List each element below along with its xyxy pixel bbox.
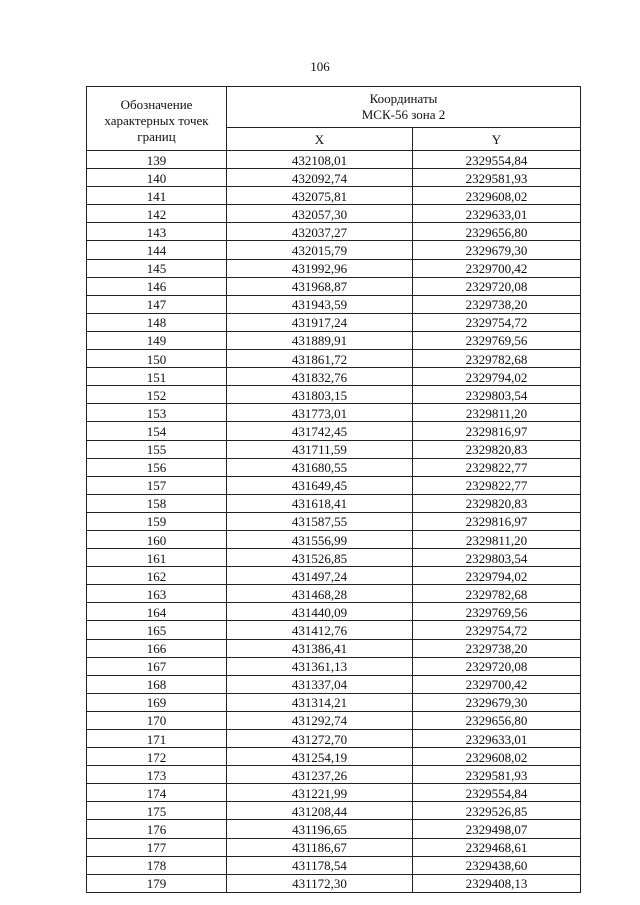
table-row (87, 169, 581, 187)
x-coordinate-cell: 431337,04 (227, 675, 413, 693)
table-row (87, 368, 581, 386)
table-row (87, 675, 581, 693)
y-coordinate-cell: 2329794,02 (413, 567, 581, 585)
point-cell: 148 (87, 313, 227, 331)
x-coordinate-cell: 432057,30 (227, 205, 413, 223)
y-coordinate-cell: 2329738,20 (413, 639, 581, 657)
table-row (87, 494, 581, 512)
x-coordinate-cell: 431172,30 (227, 874, 413, 892)
y-coordinate-cell: 2329769,56 (413, 603, 581, 621)
table-row (87, 350, 581, 368)
table-row (87, 476, 581, 494)
point-cell: 141 (87, 187, 227, 205)
y-coordinate-cell: 2329633,01 (413, 205, 581, 223)
y-coordinate-cell: 2329408,13 (413, 874, 581, 892)
x-coordinate-cell: 431412,76 (227, 621, 413, 639)
table-row (87, 386, 581, 404)
y-coordinate-cell: 2329554,84 (413, 151, 581, 169)
point-cell: 140 (87, 169, 227, 187)
x-coordinate-cell: 431386,41 (227, 639, 413, 657)
y-coordinate-cell: 2329633,01 (413, 730, 581, 748)
y-coordinate-cell: 2329581,93 (413, 766, 581, 784)
table-row (87, 585, 581, 603)
x-coordinate-cell: 431254,19 (227, 748, 413, 766)
point-cell: 179 (87, 874, 227, 892)
y-coordinate-cell: 2329581,93 (413, 169, 581, 187)
y-coordinate-cell: 2329656,80 (413, 223, 581, 241)
table-row (87, 259, 581, 277)
table-row (87, 874, 581, 892)
coordinates-title: Координаты (369, 91, 438, 107)
y-coordinate-cell: 2329816,97 (413, 512, 581, 530)
point-cell: 167 (87, 657, 227, 675)
y-coordinate-cell: 2329608,02 (413, 187, 581, 205)
table-row (87, 802, 581, 820)
point-cell: 139 (87, 151, 227, 169)
point-cell: 168 (87, 675, 227, 693)
x-coordinate-cell: 431237,26 (227, 766, 413, 784)
y-coordinate-cell: 2329720,08 (413, 277, 581, 295)
x-coordinate-cell: 431943,59 (227, 295, 413, 313)
point-cell: 162 (87, 567, 227, 585)
coordinates-column-header (227, 87, 581, 128)
point-cell: 175 (87, 802, 227, 820)
y-coordinate-cell: 2329526,85 (413, 802, 581, 820)
x-coordinate-cell: 431314,21 (227, 693, 413, 711)
x-coordinate-cell: 432015,79 (227, 241, 413, 259)
point-cell: 145 (87, 259, 227, 277)
point-cell: 165 (87, 621, 227, 639)
x-column-header: X (227, 128, 413, 151)
point-cell: 176 (87, 820, 227, 838)
point-cell: 158 (87, 494, 227, 512)
y-coordinate-cell: 2329754,72 (413, 621, 581, 639)
x-coordinate-cell: 431272,70 (227, 730, 413, 748)
table-row (87, 657, 581, 675)
x-coordinate-cell: 431773,01 (227, 404, 413, 422)
point-column-header: Обозначение характерных точек границ (87, 87, 227, 151)
table-row (87, 784, 581, 802)
point-cell: 155 (87, 440, 227, 458)
table-row (87, 856, 581, 874)
x-coordinate-cell: 431440,09 (227, 603, 413, 621)
table-row (87, 440, 581, 458)
point-cell: 172 (87, 748, 227, 766)
point-cell: 174 (87, 784, 227, 802)
table-row (87, 730, 581, 748)
table-row (87, 530, 581, 548)
point-cell: 160 (87, 530, 227, 548)
y-coordinate-cell: 2329498,07 (413, 820, 581, 838)
table-body (87, 151, 581, 893)
x-coordinate-cell: 431618,41 (227, 494, 413, 512)
table-row (87, 223, 581, 241)
point-cell: 169 (87, 693, 227, 711)
y-coordinate-cell: 2329554,84 (413, 784, 581, 802)
point-cell: 154 (87, 422, 227, 440)
table-row (87, 693, 581, 711)
page-number: 106 (310, 59, 330, 74)
y-coordinate-cell: 2329769,56 (413, 331, 581, 349)
point-cell: 173 (87, 766, 227, 784)
table-row (87, 151, 581, 169)
table-row (87, 639, 581, 657)
table-row (87, 404, 581, 422)
y-coordinate-cell: 2329820,83 (413, 494, 581, 512)
table-row (87, 187, 581, 205)
point-cell: 143 (87, 223, 227, 241)
table-row (87, 205, 581, 223)
table-row (87, 277, 581, 295)
y-coordinate-cell: 2329811,20 (413, 404, 581, 422)
x-coordinate-cell: 431186,67 (227, 838, 413, 856)
x-coordinate-cell: 431711,59 (227, 440, 413, 458)
x-coordinate-cell: 431196,65 (227, 820, 413, 838)
table-row (87, 748, 581, 766)
table-row (87, 711, 581, 729)
y-coordinate-cell: 2329754,72 (413, 313, 581, 331)
point-cell: 149 (87, 331, 227, 349)
y-column-header: Y (413, 128, 581, 151)
point-cell: 151 (87, 368, 227, 386)
point-cell: 147 (87, 295, 227, 313)
point-cell: 178 (87, 856, 227, 874)
x-coordinate-cell: 431803,15 (227, 386, 413, 404)
x-coordinate-cell: 431292,74 (227, 711, 413, 729)
x-coordinate-cell: 431680,55 (227, 458, 413, 476)
y-coordinate-cell: 2329816,97 (413, 422, 581, 440)
table-row (87, 295, 581, 313)
y-coordinate-cell: 2329468,61 (413, 838, 581, 856)
table-row (87, 838, 581, 856)
point-cell: 177 (87, 838, 227, 856)
point-cell: 166 (87, 639, 227, 657)
x-coordinate-cell: 431497,24 (227, 567, 413, 585)
y-coordinate-cell: 2329803,54 (413, 386, 581, 404)
point-cell: 157 (87, 476, 227, 494)
y-coordinate-cell: 2329738,20 (413, 295, 581, 313)
x-coordinate-cell: 431649,45 (227, 476, 413, 494)
x-coordinate-cell: 431178,54 (227, 856, 413, 874)
x-coordinate-cell: 431526,85 (227, 549, 413, 567)
table-row (87, 621, 581, 639)
y-coordinate-cell: 2329700,42 (413, 259, 581, 277)
table-row (87, 820, 581, 838)
point-cell: 156 (87, 458, 227, 476)
y-coordinate-cell: 2329438,60 (413, 856, 581, 874)
x-coordinate-cell: 431889,91 (227, 331, 413, 349)
y-coordinate-cell: 2329656,80 (413, 711, 581, 729)
table-row (87, 567, 581, 585)
point-cell: 159 (87, 512, 227, 530)
y-coordinate-cell: 2329820,83 (413, 440, 581, 458)
table-row (87, 766, 581, 784)
table-row (87, 313, 581, 331)
y-coordinate-cell: 2329679,30 (413, 241, 581, 259)
x-coordinate-cell: 431968,87 (227, 277, 413, 295)
x-coordinate-cell: 431208,44 (227, 802, 413, 820)
y-coordinate-cell: 2329608,02 (413, 748, 581, 766)
x-coordinate-cell: 431742,45 (227, 422, 413, 440)
coordinates-table (86, 86, 581, 893)
point-cell: 150 (87, 350, 227, 368)
y-coordinate-cell: 2329720,08 (413, 657, 581, 675)
y-coordinate-cell: 2329794,02 (413, 368, 581, 386)
table-row (87, 331, 581, 349)
x-coordinate-cell: 431917,24 (227, 313, 413, 331)
y-coordinate-cell: 2329803,54 (413, 549, 581, 567)
x-coordinate-cell: 431556,99 (227, 530, 413, 548)
x-coordinate-cell: 432108,01 (227, 151, 413, 169)
x-coordinate-cell: 431468,28 (227, 585, 413, 603)
y-coordinate-cell: 2329782,68 (413, 350, 581, 368)
point-cell: 164 (87, 603, 227, 621)
x-coordinate-cell: 431221,99 (227, 784, 413, 802)
point-cell: 146 (87, 277, 227, 295)
x-coordinate-cell: 431587,55 (227, 512, 413, 530)
x-coordinate-cell: 431992,96 (227, 259, 413, 277)
point-cell: 153 (87, 404, 227, 422)
table-row (87, 241, 581, 259)
y-coordinate-cell: 2329700,42 (413, 675, 581, 693)
coordinate-system-title: МСК-56 зона 2 (361, 107, 446, 123)
y-coordinate-cell: 2329782,68 (413, 585, 581, 603)
point-cell: 170 (87, 711, 227, 729)
x-coordinate-cell: 431361,13 (227, 657, 413, 675)
table-row (87, 422, 581, 440)
table-header-row (87, 87, 581, 128)
x-coordinate-cell: 431832,76 (227, 368, 413, 386)
table-row (87, 603, 581, 621)
y-coordinate-cell: 2329822,77 (413, 458, 581, 476)
point-cell: 144 (87, 241, 227, 259)
point-cell: 161 (87, 549, 227, 567)
point-cell: 142 (87, 205, 227, 223)
x-coordinate-cell: 432092,74 (227, 169, 413, 187)
point-cell: 152 (87, 386, 227, 404)
x-coordinate-cell: 432075,81 (227, 187, 413, 205)
point-cell: 163 (87, 585, 227, 603)
y-coordinate-cell: 2329679,30 (413, 693, 581, 711)
table-row (87, 458, 581, 476)
y-coordinate-cell: 2329822,77 (413, 476, 581, 494)
table-row (87, 549, 581, 567)
point-cell: 171 (87, 730, 227, 748)
x-coordinate-cell: 431861,72 (227, 350, 413, 368)
y-coordinate-cell: 2329811,20 (413, 530, 581, 548)
x-coordinate-cell: 432037,27 (227, 223, 413, 241)
table-row (87, 512, 581, 530)
